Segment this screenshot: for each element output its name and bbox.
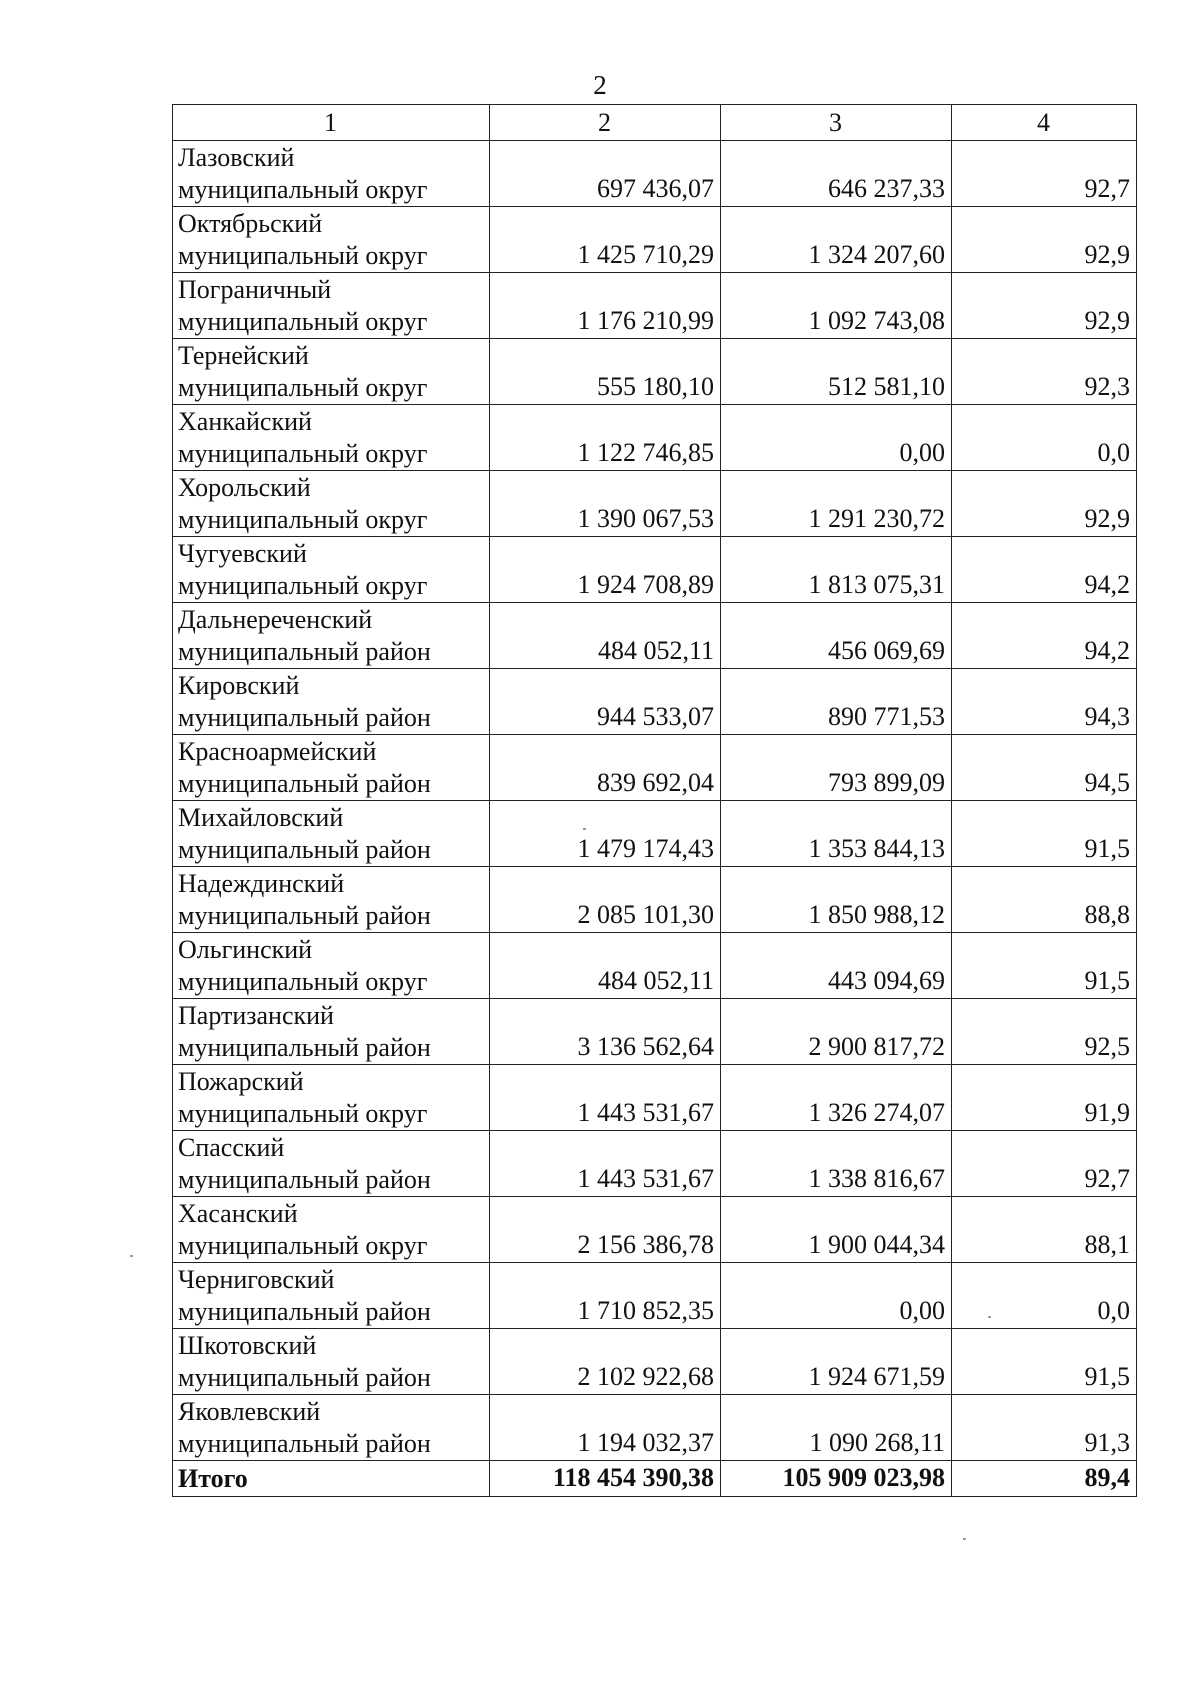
header-cell-1: 1 [173,105,490,141]
scan-speck [988,1316,991,1318]
col3-value: 1 092 743,08 [721,273,952,339]
col3-value: 1 291 230,72 [721,471,952,537]
col2-value: 484 052,11 [490,603,721,669]
district-name-cell [173,207,490,273]
district-name: Надеждинский [178,869,345,898]
col2-value: 1 425 710,29 [490,207,721,273]
district-type: муниципальный район [178,1033,431,1062]
col3-value: 512 581,10 [721,339,952,405]
col3-value: 1 353 844,13 [721,801,952,867]
table-row [173,1329,1137,1395]
col2-value: 484 052,11 [490,933,721,999]
district-name-cell [173,273,490,339]
col4-value: 92,7 [952,141,1137,207]
district-name: Чугуевский [178,539,307,568]
district-name-cell [173,603,490,669]
district-name-cell [173,999,490,1065]
total-row [173,1461,1137,1497]
table-row [173,141,1137,207]
col3-value: 2 900 817,72 [721,999,952,1065]
district-name: Лазовский [178,143,295,172]
district-name: Хорольский [178,473,311,502]
district-name: Партизанский [178,1001,334,1030]
col2-value: 3 136 562,64 [490,999,721,1065]
district-type: муниципальный район [178,1297,431,1326]
district-type: муниципальный район [178,835,431,864]
district-name-cell [173,1065,490,1131]
col4-value: 92,9 [952,207,1137,273]
col2-value: 1 924 708,89 [490,537,721,603]
district-name-cell [173,1131,490,1197]
district-name-cell [173,1395,490,1461]
district-type: муниципальный район [178,769,431,798]
col2-value: 1 390 067,53 [490,471,721,537]
district-type: муниципальный район [178,1429,431,1458]
col3-value: 1 338 816,67 [721,1131,952,1197]
col3-value: 1 924 671,59 [721,1329,952,1395]
district-name: Красноармейский [178,737,377,766]
district-name: Дальнереченский [178,605,373,634]
col2-value: 1 122 746,85 [490,405,721,471]
district-type: муниципальный округ [178,439,428,468]
table-row [173,1131,1137,1197]
total-col4: 89,4 [952,1461,1137,1497]
scan-speck [583,828,586,830]
district-name: Михайловский [178,803,344,832]
table-row [173,801,1137,867]
col2-value: 1 710 852,35 [490,1263,721,1329]
col2-value: 839 692,04 [490,735,721,801]
col2-value: 1 194 032,37 [490,1395,721,1461]
col2-value: 555 180,10 [490,339,721,405]
col4-value: 92,5 [952,999,1137,1065]
district-name-cell [173,141,490,207]
table-row [173,867,1137,933]
col4-value: 0,0 [952,405,1137,471]
col4-value: 0,0 [952,1263,1137,1329]
table-row [173,405,1137,471]
district-name: Тернейский [178,341,309,370]
district-name-cell [173,867,490,933]
header-row [173,105,1137,141]
col4-value: 91,5 [952,801,1137,867]
col3-value: 646 237,33 [721,141,952,207]
header-cell-2: 2 [490,105,721,141]
district-name-cell [173,405,490,471]
district-name: Шкотовский [178,1331,317,1360]
col3-value: 1 900 044,34 [721,1197,952,1263]
col3-value: 1 324 207,60 [721,207,952,273]
district-type: муниципальный округ [178,175,428,204]
col3-value: 0,00 [721,405,952,471]
district-type: муниципальный округ [178,307,428,336]
table-row [173,273,1137,339]
col4-value: 92,3 [952,339,1137,405]
col4-value: 92,9 [952,273,1137,339]
table-row [173,603,1137,669]
table-row [173,735,1137,801]
district-name-cell [173,1263,490,1329]
district-name: Спасский [178,1133,285,1162]
col4-value: 91,9 [952,1065,1137,1131]
col3-value: 456 069,69 [721,603,952,669]
district-name-cell [173,933,490,999]
budget-table [172,104,1137,1497]
district-name: Черниговский [178,1265,335,1294]
district-name-cell [173,471,490,537]
col3-value: 890 771,53 [721,669,952,735]
district-type: муниципальный округ [178,571,428,600]
district-type: муниципальный округ [178,505,428,534]
district-type: муниципальный округ [178,241,428,270]
col4-value: 88,8 [952,867,1137,933]
district-name: Октябрьский [178,209,323,238]
total-col2: 118 454 390,38 [490,1461,721,1497]
table-row [173,537,1137,603]
district-type: муниципальный округ [178,373,428,402]
table-row [173,669,1137,735]
col2-value: 1 479 174,43 [490,801,721,867]
col2-value: 2 156 386,78 [490,1197,721,1263]
district-name: Ольгинский [178,935,313,964]
table-row [173,471,1137,537]
table-row [173,1263,1137,1329]
district-type: муниципальный округ [178,967,428,996]
col3-value: 443 094,69 [721,933,952,999]
col4-value: 94,2 [952,603,1137,669]
district-name-cell [173,339,490,405]
col3-value: 1 326 274,07 [721,1065,952,1131]
table-row [173,207,1137,273]
col3-value: 0,00 [721,1263,952,1329]
total-label: Итого [173,1461,490,1497]
district-name: Пограничный [178,275,332,304]
header-cell-3: 3 [721,105,952,141]
col4-value: 88,1 [952,1197,1137,1263]
table-row [173,999,1137,1065]
col2-value: 1 443 531,67 [490,1065,721,1131]
col3-value: 1 850 988,12 [721,867,952,933]
table-row [173,1395,1137,1461]
district-type: муниципальный округ [178,1231,428,1260]
district-name-cell [173,735,490,801]
district-name-cell [173,1197,490,1263]
scan-speck [963,1538,966,1540]
district-type: муниципальный округ [178,1099,428,1128]
district-name-cell [173,537,490,603]
col4-value: 94,3 [952,669,1137,735]
col2-value: 697 436,07 [490,141,721,207]
district-type: муниципальный район [178,703,431,732]
col4-value: 94,5 [952,735,1137,801]
col2-value: 944 533,07 [490,669,721,735]
col2-value: 1 443 531,67 [490,1131,721,1197]
district-name-cell [173,669,490,735]
col4-value: 92,9 [952,471,1137,537]
district-name: Ханкайский [178,407,312,436]
district-type: муниципальный район [178,1165,431,1194]
col2-value: 2 085 101,30 [490,867,721,933]
district-name: Хасанский [178,1199,298,1228]
table-body [173,105,1137,1497]
scan-speck [130,1255,133,1257]
col4-value: 91,5 [952,933,1137,999]
col2-value: 1 176 210,99 [490,273,721,339]
district-name: Кировский [178,671,300,700]
col3-value: 1 813 075,31 [721,537,952,603]
col2-value: 2 102 922,68 [490,1329,721,1395]
district-name: Яковлевский [178,1397,321,1426]
col3-value: 1 090 268,11 [721,1395,952,1461]
col3-value: 793 899,09 [721,735,952,801]
table-row [173,933,1137,999]
district-type: муниципальный район [178,1363,431,1392]
col4-value: 91,3 [952,1395,1137,1461]
district-name-cell [173,1329,490,1395]
district-type: муниципальный район [178,637,431,666]
page-number: 2 [593,70,607,100]
table-row [173,1197,1137,1263]
table-row [173,1065,1137,1131]
district-name: Пожарский [178,1067,304,1096]
district-type: муниципальный район [178,901,431,930]
col4-value: 92,7 [952,1131,1137,1197]
table-row [173,339,1137,405]
district-name-cell [173,801,490,867]
header-cell-4: 4 [952,105,1137,141]
total-col3: 105 909 023,98 [721,1461,952,1497]
col4-value: 94,2 [952,537,1137,603]
col4-value: 91,5 [952,1329,1137,1395]
